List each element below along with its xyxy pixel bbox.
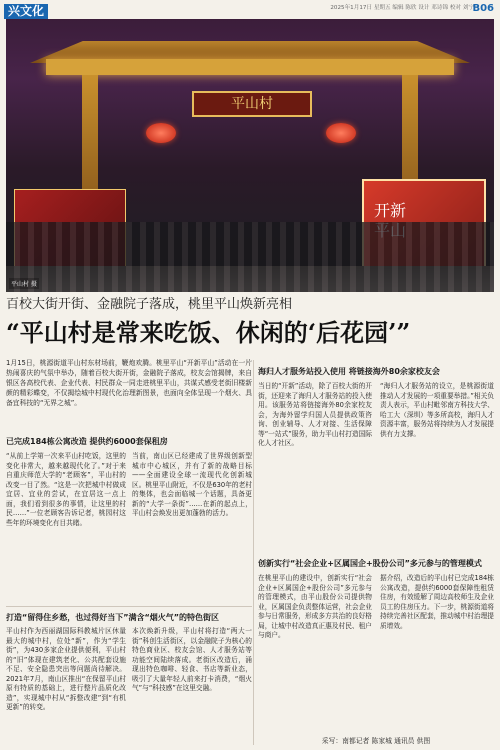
section-c-heading: 海归人才服务站投入使用 将链接海外80余家校友会 (258, 367, 440, 376)
section-d-heading: 创新实行“社会企业+区属国企+股份公司”多元参与的管理模式 (258, 559, 482, 568)
gate-sign: 平山村 (192, 91, 312, 117)
page-number: B06 (472, 3, 494, 14)
column-divider (253, 360, 254, 745)
section-b-col1: 平山村作为西丽湖国际科教城片区休量最大的城中村，位处“新”，作为“学生街”，为430多家企业提供便利，平山村的“旧”体现在建筑老化、公共配套设施不足、安全隐患突出等问题尚待解决。2021年7月，南山区推出“在保留平山村原有特质的基础上，进行整片品质化改造”，实现城中村从“拆整改建”到“有机更新”的转变。 (6, 627, 126, 711)
gate-beam (46, 59, 454, 75)
byline: 采写：南都记者 陈家城 通讯员 供图 (321, 737, 431, 745)
section-a-heading: 已完成184栋公寓改造 提供约6000套保租房 (6, 437, 168, 446)
section-d-col2: 据介绍，改造后的平山村已完成184栋公寓改造，提供约6000套保障性租赁住房，有效缓解了周边高校师生及企业员工的住房压力。下一步，桃源街道将持续完善社区配套，推动城中村治理提质增效。 (380, 574, 494, 630)
article-title: “平山村是常来吃饭、休闲的‘后花园’” (6, 318, 411, 347)
section-b-heading: 打造“留得住乡愁，也过得好当下”满含“烟火气”的特色街区 (6, 613, 220, 622)
lead-paragraph: 1月15日，桃源街道平山村东材场前，鞭炮欢腾。桃里平山“开新平山”活动在一片热闹喜庆的气氛中举办，随着百校大街开街，金融院子落成，校友会馆揭牌，来自银区各高校代表、企业代表、村民群众一同走进桃里平山，共谋式感受老街旧楼新颜的精彩蝶变，不仅揭绘城中村现代化治理新图景，也面向全体呈现一个烟火、具备宜科技的“无界之城”。 (6, 359, 252, 407)
page-header (0, 0, 500, 20)
divider (6, 606, 252, 607)
section-c-col1: 当日的“开新”活动，除了百校大街的开街，还迎来了海归人才服务站的投入使用。该服务站将链接海外80余家校友会，为海外留学归国人员提供政策咨询、创业辅导、人才对接、生活保障等“一站式”服务，助力平山村打造国际化人才社区。 (258, 382, 372, 447)
section-a-col2: 当前，南山区已经建成了世界级创新型城市中心城区，并有了新的战略目标——全面建设全球一流现代化创新城区。桃里平山附近，不仅是630年的老村的集体，也会面临城一个话题，具备更新的“大学一条街”……在新的起点上，平山村会焕发出更加蓬勃的活力。 (132, 452, 252, 517)
date-line: 2025年1月17日 星期五 编辑 陈欣 设计 邓诗锦 校对 刘宁 (330, 5, 474, 11)
section-a-col1: “从前上学第一次来平山村吃饭，这里的变化非常大，越来越现代化了。”对于来自重庆师范大学的“老顾客”，平山村的改变一目了然。“这是一次把城中村做成宜居、宜业的尝试，在宜居这一点上面，我们看到很多的事情，让这里的村民……”一位老顾客告诉记者，桃园村这些年的环境变化有目共睹。 (6, 452, 126, 527)
section-tag: 兴文化 (4, 4, 48, 19)
photo-credit: 平山村 摄 (9, 278, 39, 289)
lantern-icon (146, 123, 176, 143)
lantern-icon (326, 123, 356, 143)
section-c-col2: “海归人才服务站的设立，是桃源街道推动人才发展的一项重要举措。”相关负责人表示，平山村毗邻南方科技大学、哈工大（深圳）等多所高校，海归人才资源丰富，服务站将持续为人才发展提供有力支撑。 (380, 382, 494, 438)
section-d-col1: 在桃里平山的建设中，创新实行“社会企业+区属国企+股份公司”多元参与的管理模式，由平山股份公司提供物业，区属国企负责整体运营，社会企业参与日常服务，形成多方共治的良好格局，让城中村改造真正惠及村民、租户与商户。 (258, 574, 372, 639)
lead-photo (6, 19, 494, 292)
article-subtitle: 百校大街开街、金融院子落成，桃里平山焕新亮相 (6, 297, 293, 312)
right-sign-text: 开新 (374, 201, 407, 220)
crowd (6, 222, 494, 292)
section-b-col2: 本次焕新升级，平山村将打造“两大一街”科创生活街区，以金融院子为核心的特色商业区、校友会馆、人才服务站等功能空间陆续落成。老街区改造后，涌现出特色咖啡、轻食、书店等新业态，吸引了大量年轻人前来打卡消费，“烟火气”与“科技感”在这里交融。 (132, 627, 252, 692)
